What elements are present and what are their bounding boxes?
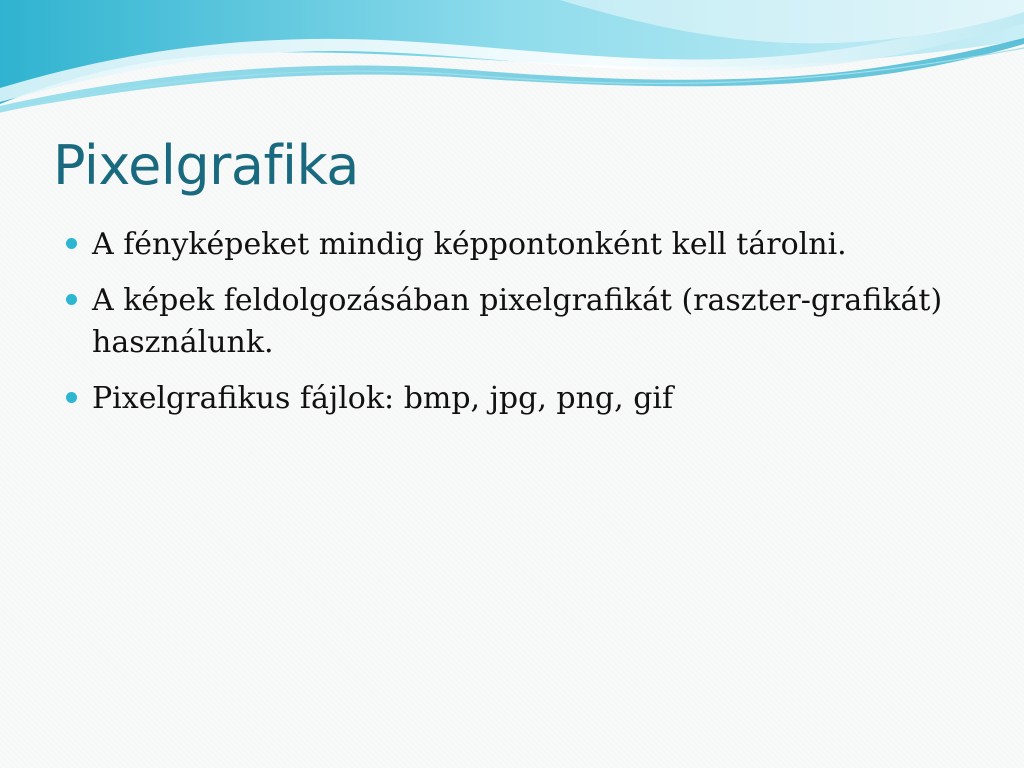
bullet-item [64,224,964,266]
bullet-text: A képek feldolgozásában pixelgrafikát (raszter-grafikát) használunk. [92,283,943,360]
bullet-item [64,280,964,364]
bullet-dot-icon [66,392,77,403]
bullet-text: Pixelgrafikus fájlok: bmp, jpg, png, gif [92,381,674,416]
bullet-dot-icon [66,294,77,305]
bullet-dot-icon [66,238,77,249]
header-wave-decoration [0,0,1024,120]
slide-title: Pixelgrafika [53,134,359,197]
bullet-list [64,224,964,434]
bullet-item [64,378,964,420]
bullet-text: A fényképeket mindig képpontonként kell tárolni. [92,227,847,262]
